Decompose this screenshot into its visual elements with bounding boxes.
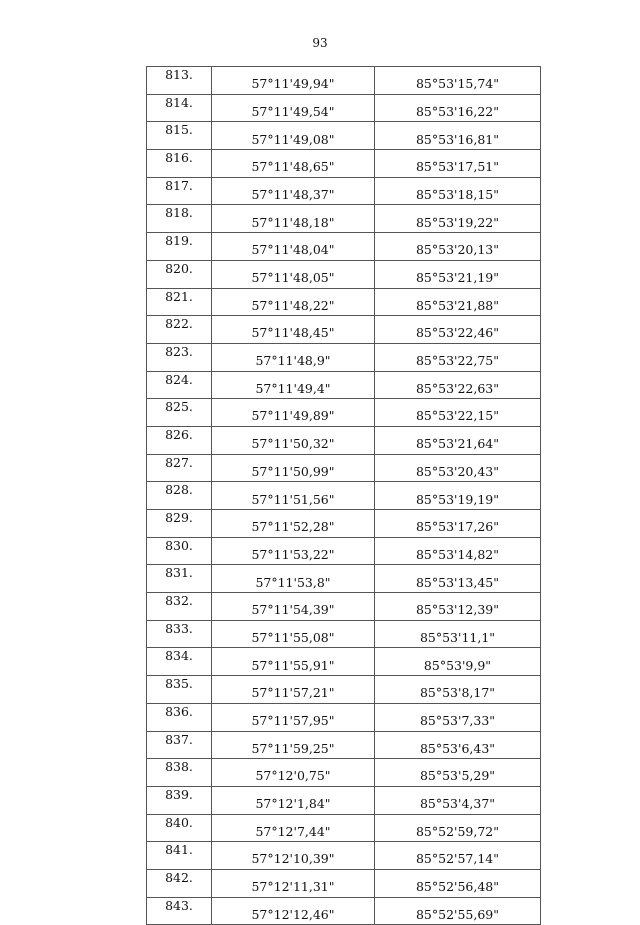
latitude-cell: 57°11'53,22" [212,537,375,565]
row-number-cell: 837. [147,731,212,759]
longitude-cell: 85°53'13,45" [375,565,541,593]
row-number-cell: 818. [147,205,212,233]
latitude-cell: 57°11'49,54" [212,94,375,122]
row-number-cell: 843. [147,897,212,925]
latitude-cell: 57°11'53,8" [212,565,375,593]
row-number-cell: 833. [147,620,212,648]
row-number-cell: 828. [147,482,212,510]
longitude-cell: 85°53'11,1" [375,620,541,648]
longitude-cell: 85°53'12,39" [375,593,541,621]
table-row [147,399,541,427]
longitude-cell: 85°52'55,69" [375,897,541,925]
longitude-cell: 85°53'21,19" [375,260,541,288]
row-number-cell: 821. [147,288,212,316]
latitude-cell: 57°11'52,28" [212,510,375,538]
table-row [147,537,541,565]
latitude-cell: 57°11'48,37" [212,177,375,205]
latitude-cell: 57°11'59,25" [212,731,375,759]
longitude-cell: 85°53'19,19" [375,482,541,510]
latitude-cell: 57°11'48,05" [212,260,375,288]
row-number-cell: 813. [147,67,212,95]
latitude-cell: 57°11'48,9" [212,343,375,371]
table-row [147,150,541,178]
table-row [147,897,541,925]
latitude-cell: 57°11'54,39" [212,593,375,621]
latitude-cell: 57°11'55,08" [212,620,375,648]
row-number-cell: 835. [147,676,212,704]
latitude-cell: 57°12'1,84" [212,786,375,814]
longitude-cell: 85°53'21,88" [375,288,541,316]
latitude-cell: 57°12'11,31" [212,869,375,897]
table-row [147,759,541,787]
longitude-cell: 85°53'8,17" [375,676,541,704]
longitude-cell: 85°53'5,29" [375,759,541,787]
table-row [147,343,541,371]
latitude-cell: 57°11'48,18" [212,205,375,233]
table-row [147,454,541,482]
row-number-cell: 826. [147,426,212,454]
longitude-cell: 85°53'16,81" [375,122,541,150]
longitude-cell: 85°53'22,75" [375,343,541,371]
row-number-cell: 823. [147,343,212,371]
table-row [147,122,541,150]
row-number-cell: 838. [147,759,212,787]
row-number-cell: 839. [147,786,212,814]
table-row [147,565,541,593]
longitude-cell: 85°52'57,14" [375,842,541,870]
coordinates-table [146,66,541,925]
latitude-cell: 57°11'49,08" [212,122,375,150]
page-number: 93 [312,36,328,50]
row-number-cell: 832. [147,593,212,621]
longitude-cell: 85°53'4,37" [375,786,541,814]
table-row [147,842,541,870]
longitude-cell: 85°52'59,72" [375,814,541,842]
table-row [147,371,541,399]
table-row [147,593,541,621]
latitude-cell: 57°12'10,39" [212,842,375,870]
table-row [147,94,541,122]
table-row [147,177,541,205]
table-row [147,869,541,897]
row-number-cell: 842. [147,869,212,897]
row-number-cell: 829. [147,510,212,538]
table-row [147,676,541,704]
row-number-cell: 841. [147,842,212,870]
latitude-cell: 57°11'48,45" [212,316,375,344]
longitude-cell: 85°53'6,43" [375,731,541,759]
longitude-cell: 85°53'22,46" [375,316,541,344]
latitude-cell: 57°11'48,22" [212,288,375,316]
table-row [147,510,541,538]
latitude-cell: 57°11'57,21" [212,676,375,704]
row-number-cell: 830. [147,537,212,565]
longitude-cell: 85°52'56,48" [375,869,541,897]
latitude-cell: 57°11'51,56" [212,482,375,510]
longitude-cell: 85°53'21,64" [375,426,541,454]
latitude-cell: 57°12'0,75" [212,759,375,787]
longitude-cell: 85°53'22,63" [375,371,541,399]
row-number-cell: 824. [147,371,212,399]
latitude-cell: 57°11'57,95" [212,703,375,731]
latitude-cell: 57°11'50,99" [212,454,375,482]
longitude-cell: 85°53'7,33" [375,703,541,731]
table-row [147,260,541,288]
table-row [147,482,541,510]
longitude-cell: 85°53'20,43" [375,454,541,482]
latitude-cell: 57°12'12,46" [212,897,375,925]
row-number-cell: 815. [147,122,212,150]
longitude-cell: 85°53'17,26" [375,510,541,538]
longitude-cell: 85°53'14,82" [375,537,541,565]
row-number-cell: 840. [147,814,212,842]
table-row [147,703,541,731]
table-row [147,814,541,842]
row-number-cell: 819. [147,233,212,261]
row-number-cell: 822. [147,316,212,344]
table-row [147,233,541,261]
row-number-cell: 827. [147,454,212,482]
longitude-cell: 85°53'16,22" [375,94,541,122]
table-row [147,648,541,676]
table-row [147,288,541,316]
latitude-cell: 57°11'49,94" [212,67,375,95]
longitude-cell: 85°53'22,15" [375,399,541,427]
latitude-cell: 57°12'7,44" [212,814,375,842]
table-row [147,67,541,95]
longitude-cell: 85°53'20,13" [375,233,541,261]
table-row [147,786,541,814]
longitude-cell: 85°53'15,74" [375,67,541,95]
row-number-cell: 814. [147,94,212,122]
latitude-cell: 57°11'48,04" [212,233,375,261]
row-number-cell: 816. [147,150,212,178]
latitude-cell: 57°11'55,91" [212,648,375,676]
longitude-cell: 85°53'19,22" [375,205,541,233]
row-number-cell: 831. [147,565,212,593]
table-row [147,731,541,759]
table-row [147,426,541,454]
row-number-cell: 825. [147,399,212,427]
latitude-cell: 57°11'48,65" [212,150,375,178]
table-row [147,205,541,233]
table-row [147,620,541,648]
latitude-cell: 57°11'50,32" [212,426,375,454]
coordinates-table-body [147,67,541,925]
longitude-cell: 85°53'18,15" [375,177,541,205]
row-number-cell: 817. [147,177,212,205]
row-number-cell: 820. [147,260,212,288]
latitude-cell: 57°11'49,4" [212,371,375,399]
table-row [147,316,541,344]
longitude-cell: 85°53'17,51" [375,150,541,178]
longitude-cell: 85°53'9,9" [375,648,541,676]
row-number-cell: 834. [147,648,212,676]
latitude-cell: 57°11'49,89" [212,399,375,427]
row-number-cell: 836. [147,703,212,731]
